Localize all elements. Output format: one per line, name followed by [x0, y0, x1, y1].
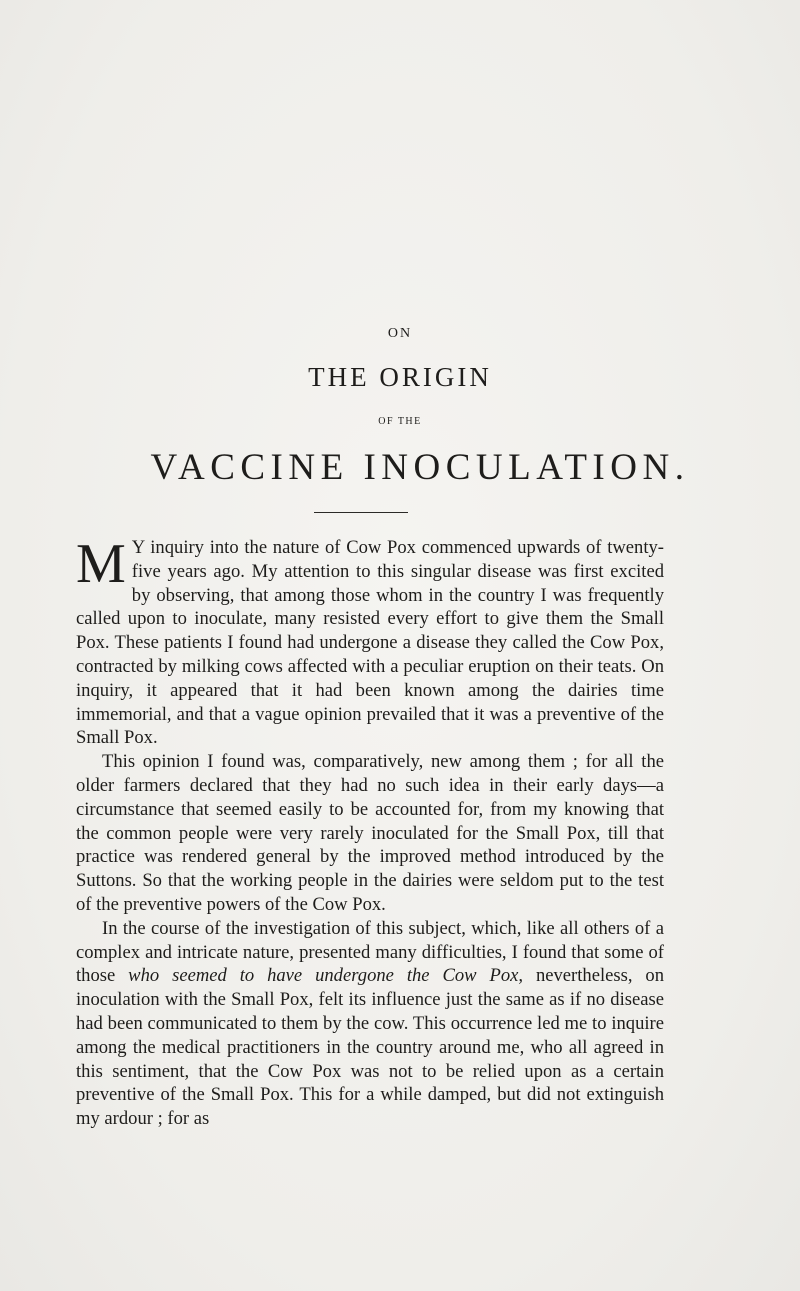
- paragraph-1-text: Y inquiry into the nature of Cow Pox commenced upwards of twenty-five years ago. My attention to this singular disease was first excited by observing, that among those whom in the country I was frequently called upon to inoculate, many resisted every effort to give them the Small Pox. These patients I found had undergone a disease they called the Cow Pox, contracted by milking cows affected with a peculiar eruption on their teats. On inquiry, it appeared that it had been known among the dairies time immemorial, and that a vague opinion prevailed that it was a preventive of the Small Pox.: [76, 537, 664, 749]
- heading-the-origin: THE ORIGIN: [308, 362, 492, 392]
- heading-on: ON: [387, 326, 413, 341]
- paragraph-2: [76, 750, 664, 917]
- paragraph-3-text-start: In the course of the investigation of this subject, which, like all others of a complex and intricate nature, presented many difficulties, I found that some of those: [76, 917, 664, 987]
- paragraph-3-italic: who seemed to have undergone the Cow Pox,: [128, 965, 524, 987]
- heading-of-the: OF THE: [378, 416, 422, 427]
- paragraph-1: [76, 533, 664, 750]
- body-text: [76, 533, 664, 1131]
- heading-vaccine-inoculation: VACCINE INOCULATION.: [150, 447, 690, 488]
- drop-cap: M: [76, 533, 126, 595]
- paragraph-3-text-end: nevertheless, on inoculation with the Small Pox, felt its influence just the same as if no disease had been communicated to them by the cow. This occurrence led me to inquire among the medical practitioners in the country around me, who all agreed in this sentiment, that the Cow Pox was not to be relied upon as a certain preventive of the Small Pox. This for a while damped, but did not extinguish my ardour ; for as: [76, 965, 664, 1130]
- paragraph-3: [76, 917, 664, 1131]
- section-divider: [314, 512, 408, 513]
- paragraph-2-text: This opinion I found was, comparatively, new among them ; for all the older farmers declared that they had no such idea in their early days—a circumstance that seemed easily to be accounted for, from my knowing that the common people were very rarely inoculated for the Small Pox, till that practice was rendered general by the improved method introduced by the Suttons. So that the working people in the dairies were seldom put to the test of the preventive powers of the Cow Pox.: [76, 751, 664, 915]
